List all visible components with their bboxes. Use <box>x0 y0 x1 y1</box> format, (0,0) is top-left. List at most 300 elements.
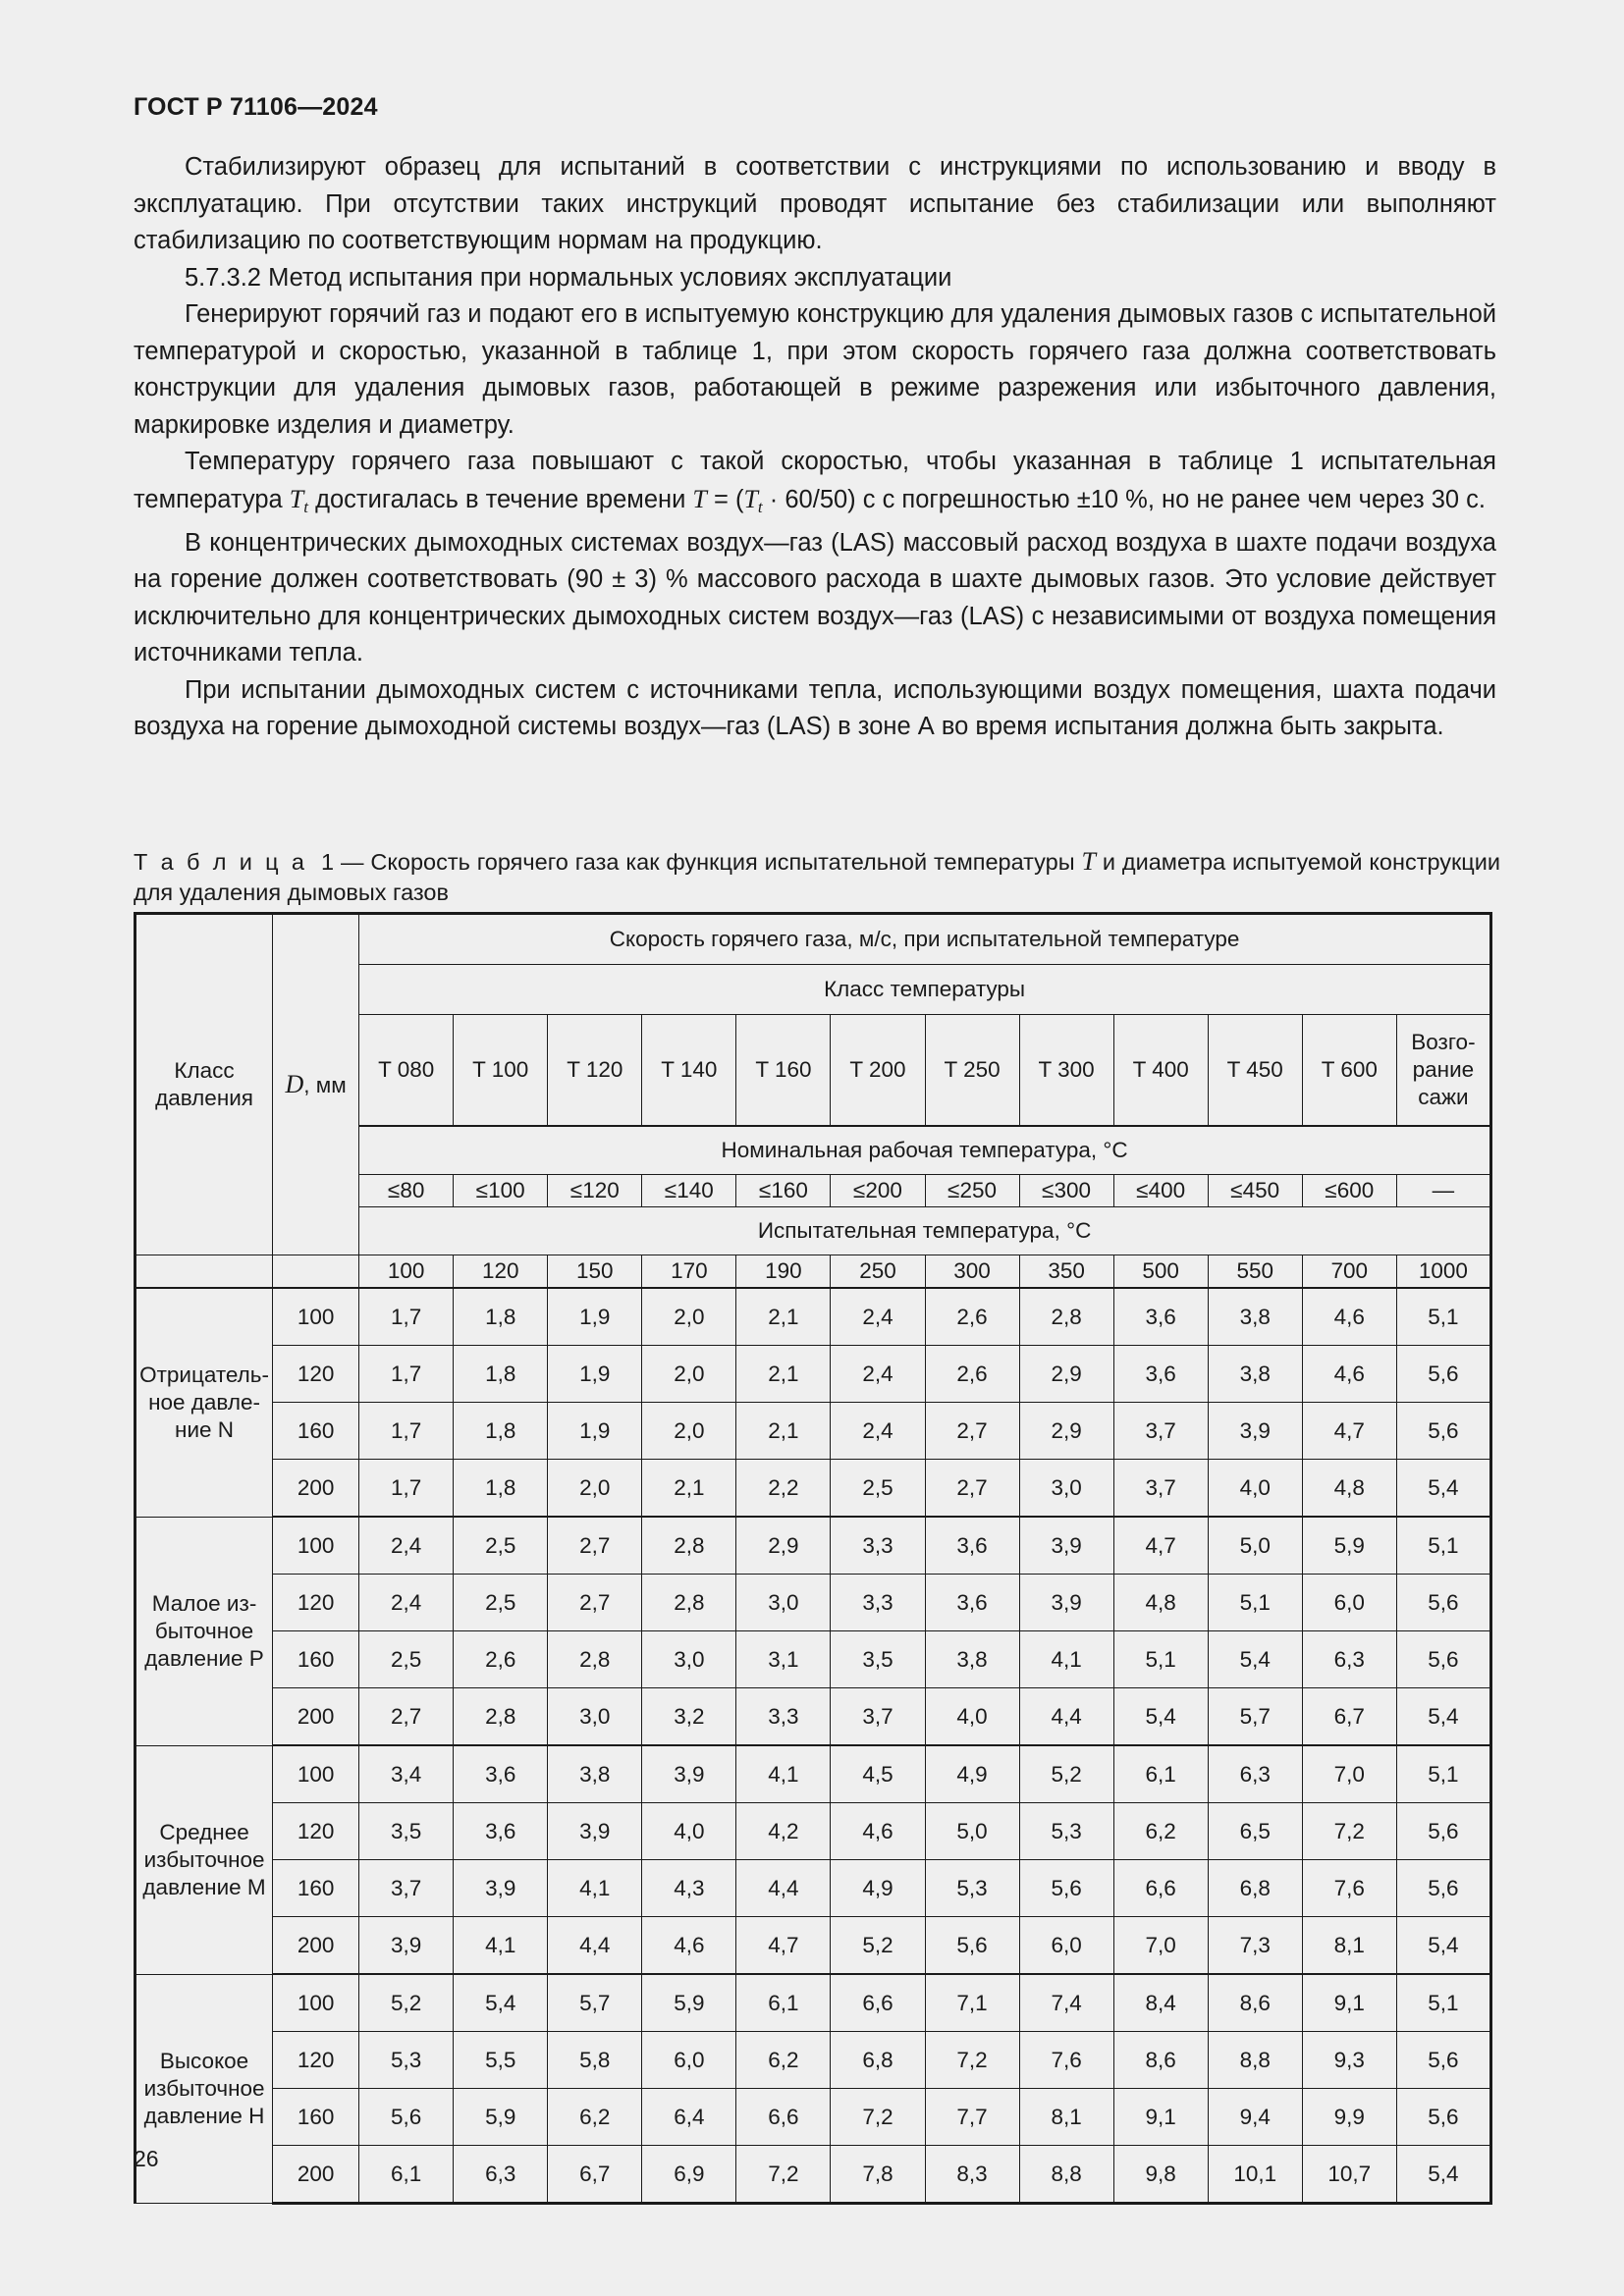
cell-value: 5,0 <box>925 1803 1019 1860</box>
header-test-temp-9: 550 <box>1208 1255 1302 1289</box>
cell-value: 4,2 <box>736 1803 831 1860</box>
cell-value: 4,0 <box>1208 1460 1302 1518</box>
cell-value: 2,0 <box>548 1460 642 1518</box>
cell-value: 5,1 <box>1113 1631 1208 1688</box>
cell-diameter: 160 <box>273 1860 359 1917</box>
cell-value: 3,8 <box>925 1631 1019 1688</box>
table-header-row-test-values <box>135 1255 1491 1289</box>
cell-value: 6,0 <box>642 2032 736 2089</box>
cell-value: 5,4 <box>1113 1688 1208 1746</box>
header-cell-test-temp: Испытательная температура, °C <box>359 1207 1491 1255</box>
cell-value: 2,9 <box>736 1517 831 1575</box>
header-test-temp-7: 350 <box>1019 1255 1113 1289</box>
header-nominal-2: ≤120 <box>548 1175 642 1207</box>
header-temp-class-8: T 400 <box>1113 1015 1208 1127</box>
temp-part2: достигалась в течение времени <box>308 485 693 513</box>
group2-label-line2: избыточное <box>143 1846 265 1872</box>
cell-value: 8,1 <box>1019 2089 1113 2146</box>
cell-value: 3,1 <box>736 1631 831 1688</box>
cell-value: 2,4 <box>831 1288 925 1346</box>
cell-value: 5,2 <box>1019 1745 1113 1803</box>
cell-value: 2,1 <box>736 1346 831 1403</box>
header-nominal-3: ≤140 <box>642 1175 736 1207</box>
cell-value: 1,8 <box>454 1460 548 1518</box>
cell-diameter: 200 <box>273 2146 359 2204</box>
table-caption-variable-T: T <box>1081 847 1096 876</box>
cell-value: 9,1 <box>1302 1974 1396 2032</box>
cell-value: 2,8 <box>642 1575 736 1631</box>
table-header-row-span-title <box>135 914 1491 965</box>
group0-label-line3: ние N <box>175 1416 235 1442</box>
cell-value: 4,4 <box>736 1860 831 1917</box>
table-caption <box>134 846 1500 908</box>
cell-value: 7,4 <box>1019 1974 1113 2032</box>
cell-value: 5,1 <box>1396 1517 1490 1575</box>
soot-line3: сажи <box>1418 1085 1469 1109</box>
cell-value: 4,1 <box>548 1860 642 1917</box>
cell-value: 5,6 <box>1396 1803 1490 1860</box>
cell-value: 6,2 <box>736 2032 831 2089</box>
cell-value: 6,6 <box>831 1974 925 2032</box>
header-nominal-6: ≤250 <box>925 1175 1019 1207</box>
cell-value: 2,8 <box>1019 1288 1113 1346</box>
cell-value: 3,6 <box>454 1745 548 1803</box>
cell-value: 5,6 <box>1396 1860 1490 1917</box>
cell-value: 3,9 <box>359 1917 454 1975</box>
cell-value: 4,3 <box>642 1860 736 1917</box>
group-label-low-overpressure <box>135 1517 273 1745</box>
cell-value: 3,9 <box>1208 1403 1302 1460</box>
cell-value: 7,3 <box>1208 1917 1302 1975</box>
cell-value: 3,7 <box>831 1688 925 1746</box>
soot-line1: Возго- <box>1411 1030 1476 1054</box>
cell-value: 6,1 <box>736 1974 831 2032</box>
cell-value: 2,5 <box>454 1517 548 1575</box>
cell-value: 2,9 <box>1019 1346 1113 1403</box>
cell-value: 7,0 <box>1302 1745 1396 1803</box>
cell-value: 10,1 <box>1208 2146 1302 2204</box>
cell-value: 5,1 <box>1396 1288 1490 1346</box>
cell-value: 8,4 <box>1113 1974 1208 2032</box>
header-test-temp-8: 500 <box>1113 1255 1208 1289</box>
cell-value: 9,9 <box>1302 2089 1396 2146</box>
cell-value: 4,4 <box>548 1917 642 1975</box>
cell-diameter: 160 <box>273 1403 359 1460</box>
header-temp-class-5: T 200 <box>831 1015 925 1127</box>
group0-label-line2: ное давле- <box>148 1389 260 1415</box>
cell-value: 5,6 <box>1396 1575 1490 1631</box>
cell-value: 5,9 <box>1302 1517 1396 1575</box>
cell-value: 5,0 <box>1208 1517 1302 1575</box>
table-row <box>135 1631 1491 1688</box>
cell-diameter: 100 <box>273 1288 359 1346</box>
cell-value: 3,0 <box>642 1631 736 1688</box>
cell-value: 2,6 <box>925 1346 1019 1403</box>
header-temp-class-3: T 140 <box>642 1015 736 1127</box>
header-diameter-variable: D <box>285 1069 304 1098</box>
cell-value: 3,7 <box>359 1860 454 1917</box>
cell-diameter: 100 <box>273 1974 359 2032</box>
paragraph-stabilization: Стабилизируют образец для испытаний в соответствии с инструкциями по использованию и вводу в эксплуатацию. При отсутствии таких инструкций проводят испытание без стабилизации или выполняют стабилизацию по соответствующим нормам на продукцию. <box>134 153 1496 254</box>
cell-value: 3,6 <box>454 1803 548 1860</box>
cell-value: 6,8 <box>831 2032 925 2089</box>
body-text-column <box>134 149 1496 746</box>
header-nominal-0: ≤80 <box>359 1175 454 1207</box>
table-row <box>135 1803 1491 1860</box>
group2-label-line1: Среднее <box>159 1819 249 1844</box>
temp-part3: = ( <box>706 485 744 513</box>
group2-label-line3: давление M <box>142 1874 266 1899</box>
variable-T-sub-t-2: $T_t$ <box>743 484 763 516</box>
cell-value: 5,3 <box>925 1860 1019 1917</box>
header-temp-class-1: T 100 <box>454 1015 548 1127</box>
cell-value: 6,5 <box>1208 1803 1302 1860</box>
cell-value: 9,8 <box>1113 2146 1208 2204</box>
header-test-temp-0: 100 <box>359 1255 454 1289</box>
paragraph-temperature-rise <box>134 444 1496 525</box>
table-row <box>135 1460 1491 1518</box>
cell-value: 3,7 <box>1113 1460 1208 1518</box>
cell-value: 5,4 <box>1208 1631 1302 1688</box>
table-caption-text-b: и диаметра испытуемой конструкции для удаления дымовых газов <box>134 849 1501 905</box>
cell-value: 2,7 <box>548 1517 642 1575</box>
header-test-temp-5: 250 <box>831 1255 925 1289</box>
cell-value: 7,6 <box>1019 2032 1113 2089</box>
cell-value: 1,9 <box>548 1346 642 1403</box>
cell-value: 3,3 <box>831 1517 925 1575</box>
cell-value: 6,0 <box>1302 1575 1396 1631</box>
cell-value: 1,8 <box>454 1288 548 1346</box>
cell-value: 8,1 <box>1302 1917 1396 1975</box>
header-nominal-1: ≤100 <box>454 1175 548 1207</box>
cell-value: 4,6 <box>1302 1346 1396 1403</box>
cell-value: 3,3 <box>736 1688 831 1746</box>
table-caption-label: Т а б л и ц а <box>134 849 308 875</box>
cell-value: 5,5 <box>454 2032 548 2089</box>
cell-diameter: 120 <box>273 2032 359 2089</box>
cell-value: 3,8 <box>1208 1346 1302 1403</box>
group3-label-line2: избыточное <box>143 2075 265 2101</box>
cell-value: 4,6 <box>1302 1288 1396 1346</box>
cell-value: 2,8 <box>642 1517 736 1575</box>
cell-value: 3,8 <box>1208 1288 1302 1346</box>
cell-value: 3,4 <box>359 1745 454 1803</box>
cell-diameter: 100 <box>273 1517 359 1575</box>
cell-value: 5,4 <box>1396 1460 1490 1518</box>
cell-value: 5,1 <box>1396 1974 1490 2032</box>
cell-value: 4,7 <box>1302 1403 1396 1460</box>
cell-value: 4,1 <box>736 1745 831 1803</box>
cell-value: 1,9 <box>548 1403 642 1460</box>
cell-value: 1,7 <box>359 1403 454 1460</box>
cell-value: 6,3 <box>1302 1631 1396 1688</box>
cell-value: 6,2 <box>548 2089 642 2146</box>
cell-value: 5,6 <box>1019 1860 1113 1917</box>
cell-value: 3,6 <box>1113 1346 1208 1403</box>
cell-value: 2,8 <box>548 1631 642 1688</box>
cell-value: 7,2 <box>736 2146 831 2204</box>
cell-value: 3,7 <box>1113 1403 1208 1460</box>
cell-value: 7,1 <box>925 1974 1019 2032</box>
cell-diameter: 120 <box>273 1803 359 1860</box>
cell-value: 5,4 <box>1396 1917 1490 1975</box>
page-number: 26 <box>134 2146 159 2171</box>
cell-value: 5,1 <box>1208 1575 1302 1631</box>
header-temp-class-6: T 250 <box>925 1015 1019 1127</box>
table-caption-text-a: Скорость горячего газа как функция испытательной температуры <box>363 849 1082 875</box>
table-row <box>135 1745 1491 1803</box>
header-nominal-4: ≤160 <box>736 1175 831 1207</box>
header-cell-nominal-working-temp: Номинальная рабочая температура, °C <box>359 1126 1491 1175</box>
cell-value: 3,5 <box>831 1631 925 1688</box>
header-cell-pressure-class <box>135 914 273 1255</box>
header-cell-temperature-class: Класс температуры <box>359 965 1491 1015</box>
cell-value: 5,6 <box>1396 1346 1490 1403</box>
header-nominal-5: ≤200 <box>831 1175 925 1207</box>
header-temp-class-9: T 450 <box>1208 1015 1302 1127</box>
header-test-temp-10: 700 <box>1302 1255 1396 1289</box>
table-caption-dash: — <box>340 849 364 875</box>
cell-value: 9,4 <box>1208 2089 1302 2146</box>
cell-value: 8,6 <box>1208 1974 1302 2032</box>
cell-value: 4,8 <box>1302 1460 1396 1518</box>
cell-value: 3,9 <box>548 1803 642 1860</box>
header-nominal-7: ≤300 <box>1019 1175 1113 1207</box>
header-col-pressure-class-spacer <box>135 1255 273 1289</box>
cell-value: 1,8 <box>454 1403 548 1460</box>
cell-value: 4,5 <box>831 1745 925 1803</box>
cell-value: 6,9 <box>642 2146 736 2204</box>
group0-label-line1: Отрицатель- <box>139 1362 270 1387</box>
cell-value: 3,9 <box>454 1860 548 1917</box>
cell-value: 5,7 <box>548 1974 642 2032</box>
cell-diameter: 200 <box>273 1917 359 1975</box>
cell-value: 2,0 <box>642 1288 736 1346</box>
cell-value: 4,0 <box>925 1688 1019 1746</box>
temp-part4: · 60/50) с с погрешностью ±10 %, но не ранее чем через 30 с. <box>762 485 1487 513</box>
cell-diameter: 120 <box>273 1346 359 1403</box>
header-temp-class-0: T 080 <box>359 1015 454 1127</box>
group-label-medium-overpressure <box>135 1745 273 1974</box>
cell-value: 6,8 <box>1208 1860 1302 1917</box>
header-temp-class-10: T 600 <box>1302 1015 1396 1127</box>
paragraph-las-air-mass-flow: В концентрических дымоходных системах воздух—газ (LAS) массовый расход воздуха в шахте подачи воздуха на горение должен соответствовать (90 ± 3) % массового расхода в шахте дымовых газов. Это условие действует исключительно для концентрических дымоходных систем воздух—газ (LAS) с независимыми от воздуха помещения источниками тепла. <box>134 528 1496 667</box>
cell-value: 2,1 <box>736 1288 831 1346</box>
cell-value: 3,0 <box>736 1575 831 1631</box>
cell-value: 1,7 <box>359 1346 454 1403</box>
table-row <box>135 1517 1491 1575</box>
cell-value: 5,9 <box>642 1974 736 2032</box>
cell-value: 2,1 <box>642 1460 736 1518</box>
group3-label-line3: давление H <box>143 2103 265 2128</box>
header-test-temp-6: 300 <box>925 1255 1019 1289</box>
soot-line2: рание <box>1412 1057 1475 1082</box>
cell-value: 3,5 <box>359 1803 454 1860</box>
cell-value: 5,6 <box>1396 2032 1490 2089</box>
cell-value: 1,8 <box>454 1346 548 1403</box>
group3-label-line1: Высокое <box>159 2048 249 2073</box>
group1-label-line2: быточное <box>154 1618 254 1643</box>
header-test-temp-2: 150 <box>548 1255 642 1289</box>
cell-value: 2,4 <box>359 1517 454 1575</box>
table-row <box>135 2089 1491 2146</box>
cell-value: 4,1 <box>454 1917 548 1975</box>
cell-value: 6,6 <box>736 2089 831 2146</box>
header-nominal-9: ≤450 <box>1208 1175 1302 1207</box>
cell-value: 6,3 <box>454 2146 548 2204</box>
cell-value: 3,0 <box>548 1688 642 1746</box>
header-pressure-class-line1: Класс <box>174 1058 235 1083</box>
table-row <box>135 2032 1491 2089</box>
cell-value: 8,8 <box>1208 2032 1302 2089</box>
cell-value: 4,9 <box>831 1860 925 1917</box>
table-row <box>135 1917 1491 1975</box>
cell-value: 4,6 <box>831 1803 925 1860</box>
table-row <box>135 1974 1491 2032</box>
header-test-temp-4: 190 <box>736 1255 831 1289</box>
header-diameter-unit: , мм <box>303 1072 347 1097</box>
cell-value: 2,1 <box>736 1403 831 1460</box>
cell-value: 7,2 <box>1302 1803 1396 1860</box>
cell-value: 6,1 <box>1113 1745 1208 1803</box>
cell-value: 2,6 <box>454 1631 548 1688</box>
header-col-diameter-spacer <box>273 1255 359 1289</box>
table-caption-number: 1 <box>321 849 335 875</box>
cell-value: 7,8 <box>831 2146 925 2204</box>
cell-value: 6,7 <box>548 2146 642 2204</box>
cell-value: 5,1 <box>1396 1745 1490 1803</box>
cell-value: 4,6 <box>642 1917 736 1975</box>
cell-value: 7,0 <box>1113 1917 1208 1975</box>
table-body <box>135 914 1491 2204</box>
cell-value: 3,3 <box>831 1575 925 1631</box>
cell-value: 3,0 <box>1019 1460 1113 1518</box>
cell-value: 6,3 <box>1208 1745 1302 1803</box>
cell-value: 8,3 <box>925 2146 1019 2204</box>
group-label-negative-pressure <box>135 1288 273 1517</box>
cell-value: 3,9 <box>1019 1575 1113 1631</box>
cell-value: 5,7 <box>1208 1688 1302 1746</box>
cell-value: 5,6 <box>1396 1403 1490 1460</box>
cell-value: 5,6 <box>359 2089 454 2146</box>
cell-value: 2,7 <box>925 1460 1019 1518</box>
cell-value: 10,7 <box>1302 2146 1396 2204</box>
cell-value: 9,1 <box>1113 2089 1208 2146</box>
variable-T-sub-t: $T_t$ <box>289 484 309 516</box>
header-test-temp-3: 170 <box>642 1255 736 1289</box>
heading-5-7-3-2: 5.7.3.2 Метод испытания при нормальных условиях эксплуатации <box>185 263 952 292</box>
header-test-temp-1: 120 <box>454 1255 548 1289</box>
cell-value: 5,4 <box>1396 1688 1490 1746</box>
cell-value: 2,4 <box>359 1575 454 1631</box>
table-row <box>135 2146 1491 2204</box>
hot-gas-velocity-table <box>134 912 1492 2205</box>
header-nominal-11: — <box>1396 1175 1490 1207</box>
cell-diameter: 160 <box>273 2089 359 2146</box>
header-temp-class-7: T 300 <box>1019 1015 1113 1127</box>
cell-value: 8,8 <box>1019 2146 1113 2204</box>
temp-part1: Температуру горячего газа повышают с такой скоростью, чтобы указанная в таблице 1 испытательная температура <box>134 448 1496 513</box>
cell-value: 5,4 <box>1396 2146 1490 2204</box>
group1-label-line1: Малое из- <box>151 1590 257 1616</box>
cell-value: 5,9 <box>454 2089 548 2146</box>
cell-value: 1,7 <box>359 1460 454 1518</box>
cell-value: 2,8 <box>454 1688 548 1746</box>
cell-value: 2,4 <box>831 1403 925 1460</box>
cell-value: 2,0 <box>642 1346 736 1403</box>
cell-value: 3,6 <box>1113 1288 1208 1346</box>
cell-diameter: 200 <box>273 1460 359 1518</box>
cell-value: 7,6 <box>1302 1860 1396 1917</box>
cell-value: 6,0 <box>1019 1917 1113 1975</box>
cell-value: 5,2 <box>359 1974 454 2032</box>
table-row <box>135 1346 1491 1403</box>
cell-value: 1,9 <box>548 1288 642 1346</box>
cell-value: 2,2 <box>736 1460 831 1518</box>
cell-value: 2,9 <box>1019 1403 1113 1460</box>
cell-value: 4,4 <box>1019 1688 1113 1746</box>
cell-value: 5,2 <box>831 1917 925 1975</box>
header-cell-velocity-span: Скорость горячего газа, м/с, при испытательной температуре <box>359 914 1491 965</box>
cell-value: 7,2 <box>925 2032 1019 2089</box>
cell-value: 7,2 <box>831 2089 925 2146</box>
cell-value: 4,7 <box>1113 1517 1208 1575</box>
header-cell-soot-ignition <box>1396 1015 1490 1127</box>
table-row <box>135 1403 1491 1460</box>
cell-value: 6,7 <box>1302 1688 1396 1746</box>
table-row <box>135 1575 1491 1631</box>
cell-value: 6,1 <box>359 2146 454 2204</box>
cell-value: 4,1 <box>1019 1631 1113 1688</box>
header-nominal-10: ≤600 <box>1302 1175 1396 1207</box>
running-head-standard-number: ГОСТ Р 71106—2024 <box>134 93 378 121</box>
cell-value: 1,7 <box>359 1288 454 1346</box>
cell-diameter: 200 <box>273 1688 359 1746</box>
cell-diameter: 120 <box>273 1575 359 1631</box>
cell-diameter: 100 <box>273 1745 359 1803</box>
header-nominal-8: ≤400 <box>1113 1175 1208 1207</box>
cell-value: 9,3 <box>1302 2032 1396 2089</box>
table-row <box>135 1688 1491 1746</box>
cell-value: 5,8 <box>548 2032 642 2089</box>
paragraph-room-air-heat-sources: При испытании дымоходных систем с источниками тепла, использующими воздух помещения, шахта подачи воздуха на горение дымоходной системы воздух—газ (LAS) в зоне А во время испытания должна быть закрыта. <box>134 675 1496 741</box>
cell-value: 2,7 <box>359 1688 454 1746</box>
cell-value: 8,6 <box>1113 2032 1208 2089</box>
cell-value: 2,7 <box>925 1403 1019 1460</box>
cell-value: 3,9 <box>1019 1517 1113 1575</box>
header-test-temp-11: 1000 <box>1396 1255 1490 1289</box>
header-pressure-class-line2: давления <box>155 1086 253 1110</box>
cell-value: 6,2 <box>1113 1803 1208 1860</box>
table-row <box>135 1288 1491 1346</box>
cell-value: 4,0 <box>642 1803 736 1860</box>
cell-value: 7,7 <box>925 2089 1019 2146</box>
cell-value: 5,6 <box>1396 2089 1490 2146</box>
cell-value: 3,9 <box>642 1745 736 1803</box>
cell-value: 2,6 <box>925 1288 1019 1346</box>
cell-value: 2,5 <box>359 1631 454 1688</box>
cell-value: 5,6 <box>1396 1631 1490 1688</box>
cell-value: 3,6 <box>925 1575 1019 1631</box>
cell-value: 6,6 <box>1113 1860 1208 1917</box>
cell-value: 4,9 <box>925 1745 1019 1803</box>
cell-value: 2,7 <box>548 1575 642 1631</box>
cell-value: 5,3 <box>359 2032 454 2089</box>
cell-value: 3,6 <box>925 1517 1019 1575</box>
cell-value: 3,8 <box>548 1745 642 1803</box>
header-temp-class-2: T 120 <box>548 1015 642 1127</box>
cell-value: 2,5 <box>831 1460 925 1518</box>
